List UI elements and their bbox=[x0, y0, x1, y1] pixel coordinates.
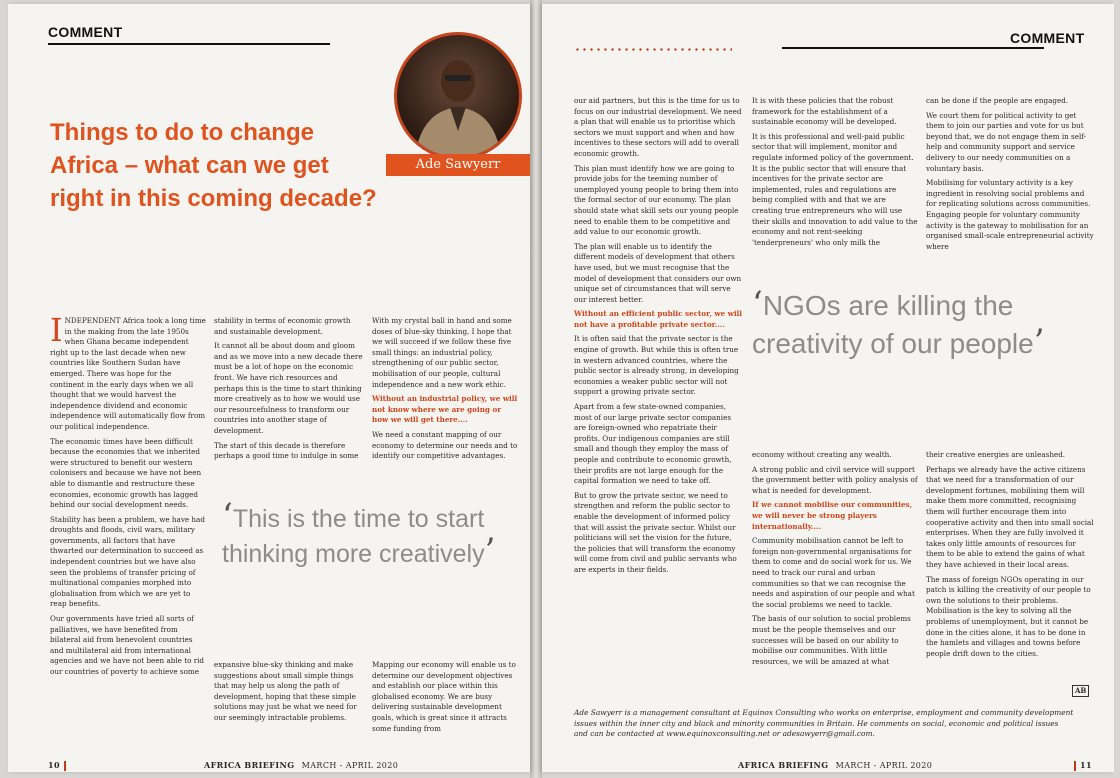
section-highlight: If we cannot mobilise our communities, we will never be strong players internationally.... bbox=[752, 500, 913, 531]
article-column-3-bottom bbox=[926, 450, 1096, 663]
paragraph: But to grow the private sector, we need to strengthen and reform the public sector to enable the development of informed policy that will assist the private sector. Whilst our politicians will set the vision for the future, the policies that will transform the economy will come from civil and public servants who are experts in their fields. bbox=[574, 490, 737, 574]
paragraph: A strong public and civil service will support the government better with policy analysis of what is needed for development. bbox=[752, 464, 918, 495]
paragraph: Community mobilisation cannot be left to foreign non-governmental organisations for them to come and do social work for us. We need to track our rural and urban communities so that we can recognise the needs and aspiration of our people and what the social problems we need to tackle. bbox=[752, 536, 915, 609]
paragraph: It is often said that the private sector is the engine of growth. But while this is often true in western advanced countries, where the public sector is already strong, in developing economies a weaker public sector will not support a growing private sector. bbox=[574, 334, 739, 397]
article-column-2-bottom bbox=[752, 450, 918, 671]
pull-quote bbox=[222, 496, 512, 571]
paragraph: This plan must identify how we are going to provide jobs for the teeming number of unemployed young people to bring them into the formal sector of our economy. The plan should state what skill sets our young people need to enable them to be competitive and add value to our economic growth. bbox=[574, 163, 739, 237]
article-column-2 bbox=[214, 316, 364, 466]
header-rule bbox=[782, 47, 1044, 49]
article-column-3 bbox=[926, 96, 1096, 256]
right-footer bbox=[1070, 760, 1092, 771]
pull-quote-text: NGOs are killing the creativity of our people bbox=[752, 290, 1034, 359]
paragraph: Mapping our economy will enable us to determine our development objectives and establish our place within this globalised economy. We are busy delivering sustainable development goals, which is great since it attracts some funding from bbox=[372, 660, 516, 733]
article-column-3 bbox=[372, 316, 518, 466]
article-column-2-bottom bbox=[214, 660, 364, 728]
author-photo bbox=[394, 32, 522, 160]
article-column-1 bbox=[574, 96, 744, 580]
section-label: COMMENT bbox=[48, 24, 123, 40]
author-signoff: AB bbox=[1072, 685, 1089, 697]
article-column-2 bbox=[752, 96, 918, 252]
paragraph: With my crystal ball in hand and some doses of blue-sky thinking, I hope that we will succeed if we follow these five small things: an industrial policy, strengthening of our public sector, mobilisation of our people, cultural independence and a new work ethic. bbox=[372, 316, 512, 389]
paragraph: Apart from a few state-owned companies, most of our large private sector companies are foreign-owned who repatriate their profits. Our indigenous companies are still small and though they employ the mass of people and contribute to economic growth, their profits are not large enough for the capital formation we need to take off. bbox=[574, 402, 732, 486]
paragraph: The mass of foreign NGOs operating in our patch is killing the creativity of our people to own the solutions to their problems. Mobilisation is the key to solving all the problems of unemployment, but it cannot be done in the cities alone, it has to be done in the hamlets and villages and towns before people drift down to the cities. bbox=[926, 574, 1091, 658]
left-footer-masthead bbox=[204, 760, 398, 770]
page-number: 11 bbox=[1080, 760, 1092, 770]
paragraph: It is this professional and well-paid public sector that will implement, monitor and regulate informed policy of the government. It is the public sector that will ensure that incentives for the private sector are implemented, rules and regulations are being complied with and that we are creating true entrepreneurs who will use their skills and innovation to add value to the economy and not rent-seeking 'tenderpreneurs' who only milk the bbox=[752, 131, 918, 247]
paragraph: The basis of our solution to social problems must be the people themselves and our successes will be based on our ability to mobilise our communities. With little resources, we will be amazed at what bbox=[752, 614, 911, 666]
page-gutter bbox=[530, 0, 542, 778]
author-portrait-icon bbox=[397, 35, 519, 157]
section-highlight: Without an industrial policy, we will not know where we are going or how we will get there.... bbox=[372, 394, 518, 425]
paragraph: The start of this decade is therefore perhaps a good time to indulge in some bbox=[214, 440, 359, 461]
paragraph: their creative energies are unleashed. bbox=[926, 450, 1066, 459]
paragraph: We court them for political activity to get them to join our parties and vote for us but beyond that, we do not engage them in self-help and community support and service delivery to our needy communities on a voluntary basis. bbox=[926, 110, 1087, 173]
paragraph: The plan will enable us to identify the different models of development that others have used, but we must recognise that the model of development that considers our own unique set of circumstances that will serve our interest better. bbox=[574, 241, 742, 304]
paragraph: Mobilising for voluntary activity is a key ingredient in resolving social problems and for replicating solutions across communities. Engaging people for voluntary community activity is the gateway to mobilisation for an organised small-scale entrepreneurial activity where bbox=[926, 178, 1094, 251]
section-label: COMMENT bbox=[1010, 30, 1085, 46]
author-name: Ade Sawyerr bbox=[386, 154, 530, 176]
page-number: 10 bbox=[48, 760, 60, 770]
quote-close-mark-icon: ’ bbox=[484, 531, 496, 571]
article-column-1 bbox=[50, 311, 206, 682]
paragraph: Stability has been a problem, we have had droughts and floods, civil wars, military governments, all factors that have thwarted our determination to succeed as independent countries but we have also seen the problems of transfer pricing of multinational companies morphed into globalisation from which we are yet to reap benefits. bbox=[50, 514, 205, 609]
issue-date: MARCH - APRIL 2020 bbox=[835, 761, 933, 770]
paragraph: our aid partners, but this is the time for us to focus on our industrial development. We need a plan that will enable us to prioritise which sectors we must support and when and how incentives to these sectors will add to overall economic growth. bbox=[574, 96, 742, 158]
paragraph: stability in terms of economic growth and sustainable development. bbox=[214, 316, 351, 336]
quote-open-mark-icon: ‘ bbox=[752, 284, 763, 324]
paragraph: The economic times have been difficult because the economies that we inherited were structured to benefit our western colonisers and because we have not been able to dismantle and restructure these economies, economic growth has lagged behind our social development needs. bbox=[50, 436, 202, 510]
paragraph: It is with these policies that the robust framework for the establishment of a sustainable economy will be developed. bbox=[752, 96, 897, 127]
paragraph: economy without creating any wealth. bbox=[752, 450, 892, 459]
issue-date: MARCH - APRIL 2020 bbox=[301, 761, 399, 770]
pull-quote-text: This is the time to start thinking more creatively bbox=[222, 505, 485, 568]
dotted-rule bbox=[574, 48, 732, 51]
section-highlight: Without an efficient public sector, we will not have a profitable private sector.... bbox=[574, 309, 743, 329]
quote-close-mark-icon: ’ bbox=[1033, 322, 1045, 362]
quote-open-mark-icon: ‘ bbox=[222, 496, 233, 536]
right-footer-masthead bbox=[738, 760, 932, 770]
drop-cap: I bbox=[50, 311, 63, 349]
header-rule bbox=[48, 43, 330, 45]
paragraph: Perhaps we already have the active citizens that we need for a transformation of our development fortunes, mobilising them will make them more committed, recognising them will further encourage them into cooperative activity and then into small social enterprises. When they are fully involved it takes only little amounts of resources for them to be able to extend the gains of what they have achieved in their local areas. bbox=[926, 464, 1094, 569]
left-footer bbox=[48, 760, 70, 771]
paragraph: We need a constant mapping of our economy to determine our needs and to identify our competitive advantages. bbox=[372, 429, 518, 461]
magazine-name: AFRICA BRIEFING bbox=[204, 760, 295, 770]
paragraph: Our governments have tried all sorts of palliatives, we have benefited from bilateral aid from benevolent countries and multilateral aid from international agencies and we have not been able to rid our countries of poverty to achieve some bbox=[50, 614, 205, 676]
paragraph: NDEPENDENT Africa took a long time in the making from the late 1950s when Ghana became independent right up to the last decade when new countries like Southern Sudan have emerged. There was hope for the continent in the early days when we all thought that we would harvest the independence dividend and economic independence will automatically flow from our political independence. bbox=[50, 316, 206, 431]
pull-quote bbox=[752, 286, 1082, 362]
article-headline: Things to do to change Africa – what can we get right in this coming decade? bbox=[50, 119, 377, 212]
paragraph: It cannot all be about doom and gloom and as we move into a new decade there must be a lot of hope on the economic front. We have rich resources and perhaps this is the time to start thinking more creatively as to how we would use our resourcefulness to transform our countries into another stage of development. bbox=[214, 341, 363, 435]
author-bio: Ade Sawyerr is a management consultant at Equinox Consulting who works on enterprise, employment and community development issues within the inner city and black and minority communities in Britain. He comments on social, economic and political issues and can be contacted at www.equinoxconsulting.net or adesawyerr@gmail.com. bbox=[574, 708, 1074, 738]
magazine-name: AFRICA BRIEFING bbox=[738, 760, 829, 770]
paragraph: can be done if the people are engaged. bbox=[926, 96, 1069, 105]
article-column-3-bottom bbox=[372, 660, 518, 738]
paragraph: expansive blue-sky thinking and make suggestions about small simple things that may help us along the path of development, hoping that these simple solutions may just be what we need for our seemingly intractable problems. bbox=[214, 660, 357, 722]
right-page bbox=[542, 4, 1114, 772]
left-page bbox=[8, 4, 530, 772]
